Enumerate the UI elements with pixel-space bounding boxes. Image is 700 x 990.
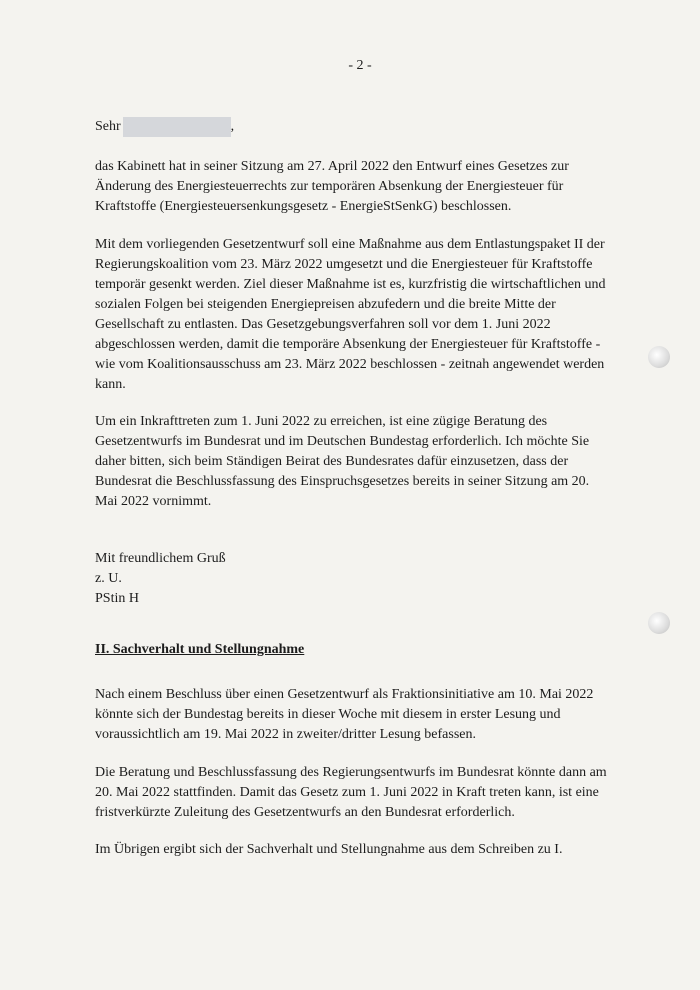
closing-signature: PStin H — [95, 591, 139, 606]
paragraph-bundesrat: Die Beratung und Beschlussfassung des Regierungsentwurfs im Bundesrat könnte dann am 20. Mai 2022 stattfinden. Damit das Gesetz zum 1. Juni 2022 in Kraft treten kann, ist eine fristverkürzte Zuleitung des Gesetzentwurfs an den Bundesrat erforderlich. — [95, 765, 607, 820]
salutation-word: Sehr — [95, 119, 121, 134]
redacted-name — [123, 117, 231, 137]
paragraph-cabinet: das Kabinett hat in seiner Sitzung am 27. April 2022 den Entwurf eines Gesetzes zur Änderung des Energiesteuerrechts zur temporären Absenkung der Energiesteuer für Kraftstoffe (Energiesteuersenkungsgesetz - EnergieStSenkG) beschlossen. — [95, 159, 569, 214]
paragraph-request: Um ein Inkrafttreten zum 1. Juni 2022 zu erreichen, ist eine zügige Beratung des Gesetzentwurfs im Bundesrat und im Deutschen Bundestag erforderlich. Ich möchte Sie daher bitten, sich beim Ständigen Beirat des Bundesrates dafür einzusetzen, dass der Bundesrat die Beschlussfassung des Einspruchsgesetzes bereits in seiner Sitzung am 20. Mai 2022 vornimmt. — [95, 414, 590, 509]
page-number: - 2 - — [348, 58, 372, 73]
section-heading: II. Sachverhalt und Stellungnahme — [95, 642, 305, 657]
salutation-comma: , — [230, 119, 235, 134]
closing-zu: z. U. — [95, 571, 122, 586]
paragraph-measure: Mit dem vorliegenden Gesetzentwurf soll eine Maßnahme aus dem Entlastungspaket II der Regierungskoalition vom 23. März 2022 umgesetzt und die Energiesteuer für Kraftstoffe temporär gesenkt werden. Ziel dieser Maßnahme ist es, kurzfristig die wirtschaftlichen und sozialen Folgen bei steigenden Energiepreisen abzufedern und die breite Mitte der Gesellschaft zu entlasten. Das Gesetzgebungsverfahren soll vor dem 1. Juni 2022 abgeschlossen werden, damit die temporäre Absenkung der Energiesteuer für Kraftstoffe - wie vom Koalitionsausschuss am 23. März 2022 beschlossen - zeitnah angewendet werden kann. — [95, 237, 606, 392]
salutation — [95, 117, 234, 137]
punch-hole-bottom — [648, 612, 670, 634]
closing-greeting: Mit freundlichem Gruß — [95, 551, 226, 566]
paragraph-remainder: Im Übrigen ergibt sich der Sachverhalt und Stellungnahme aus dem Schreiben zu I. — [95, 842, 563, 857]
closing-block — [95, 549, 226, 609]
punch-hole-top — [648, 346, 670, 368]
paragraph-bundestag: Nach einem Beschluss über einen Gesetzentwurf als Fraktionsinitiative am 10. Mai 2022 könnte sich der Bundestag bereits in dieser Woche mit diesem in erster Lesung und voraussichtlich am 19. Mai 2022 in zweiter/dritter Lesung befassen. — [95, 687, 594, 742]
